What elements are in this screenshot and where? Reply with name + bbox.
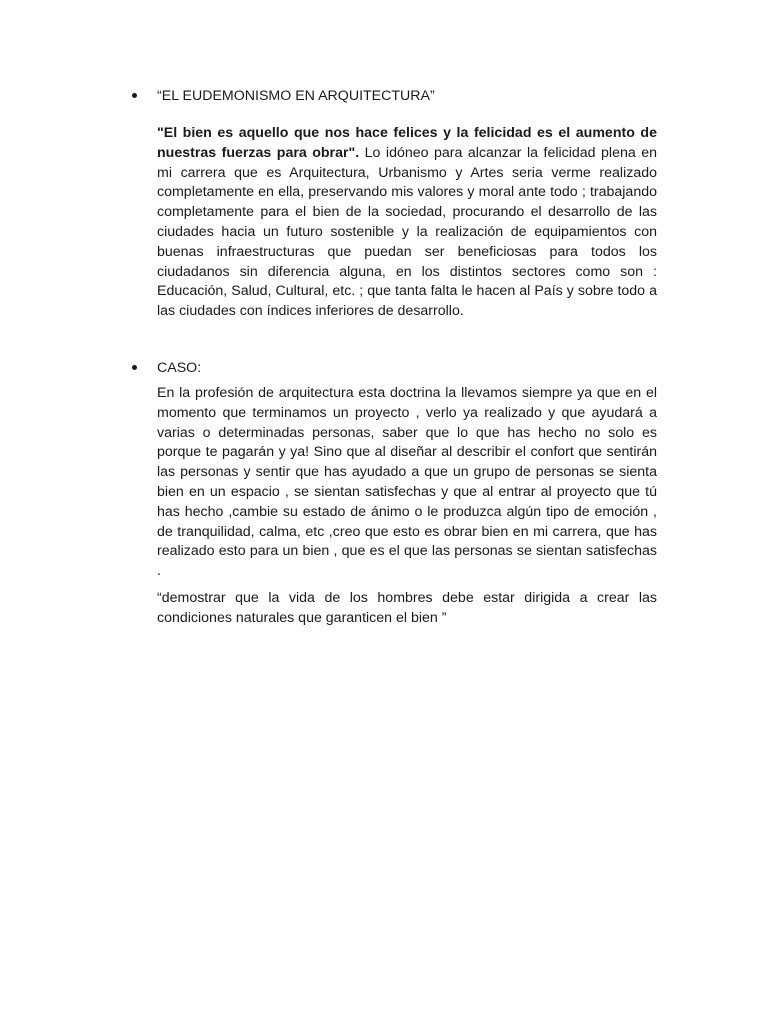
bullet-icon (132, 93, 137, 98)
bullet-item-eudemonismo (132, 87, 662, 107)
bullet-item-caso (132, 359, 662, 379)
paragraph-body: Lo idóneo para alcanzar la felicidad plena en mi carrera que es Arquitectura, Urbanismo y Artes seria verme realizado completamente en ella, preservando mis valores y moral ante todo ; trabajando completamente para el bien de la sociedad, procurando el desarrollo de las ciudades hacia un futuro sostenible y la realización de equipamientos con buenas infraestructuras que puedan ser beneficiosas para todos los ciudadanos sin diferencia alguna, en los distintos sectores como son : Educación, Salud, Cultural, etc. ; que tanta falta le hacen al País y sobre todo a las ciudades con índices inferiores de desarrollo. (157, 144, 658, 320)
bold-quote: "El bien es aquello que nos hace felices y la felicidad es el aumento de nuestras fuerzas para obrar". (157, 125, 657, 161)
section-title: CASO: (157, 360, 202, 376)
paragraph-caso: En la profesión de arquitectura esta doctrina la llevamos siempre ya que en el momento que terminamos un proyecto , verlo ya realizado y que ayudará a varias o determinadas personas, saber que lo que has hecho no solo es porque te pagarán y ya! Sino que al diseñar al describir el confort que sentirán las personas y sentir que has ayudado a que un grupo de personas se sienta bien en un espacio , se sientan satisfechas y que al entrar al proyecto que tú has hecho ,cambie su estado de ánimo o le produzca algún tipo de emoción , de tranquilidad, calma, etc ,creo que esto es obrar bien en mi carrera, que has realizado esto para un bien , que es el que las personas se sientan satisfechas . (157, 385, 657, 580)
paragraph-eudemonismo (157, 124, 657, 322)
bullet-icon (132, 365, 137, 370)
section-title: “EL EUDEMONISMO EN ARQUITECTURA” (157, 88, 435, 104)
closing-quote: “demostrar que la vida de los hombres debe estar dirigida a crear las condiciones naturales que garanticen el bien ” (157, 590, 657, 626)
